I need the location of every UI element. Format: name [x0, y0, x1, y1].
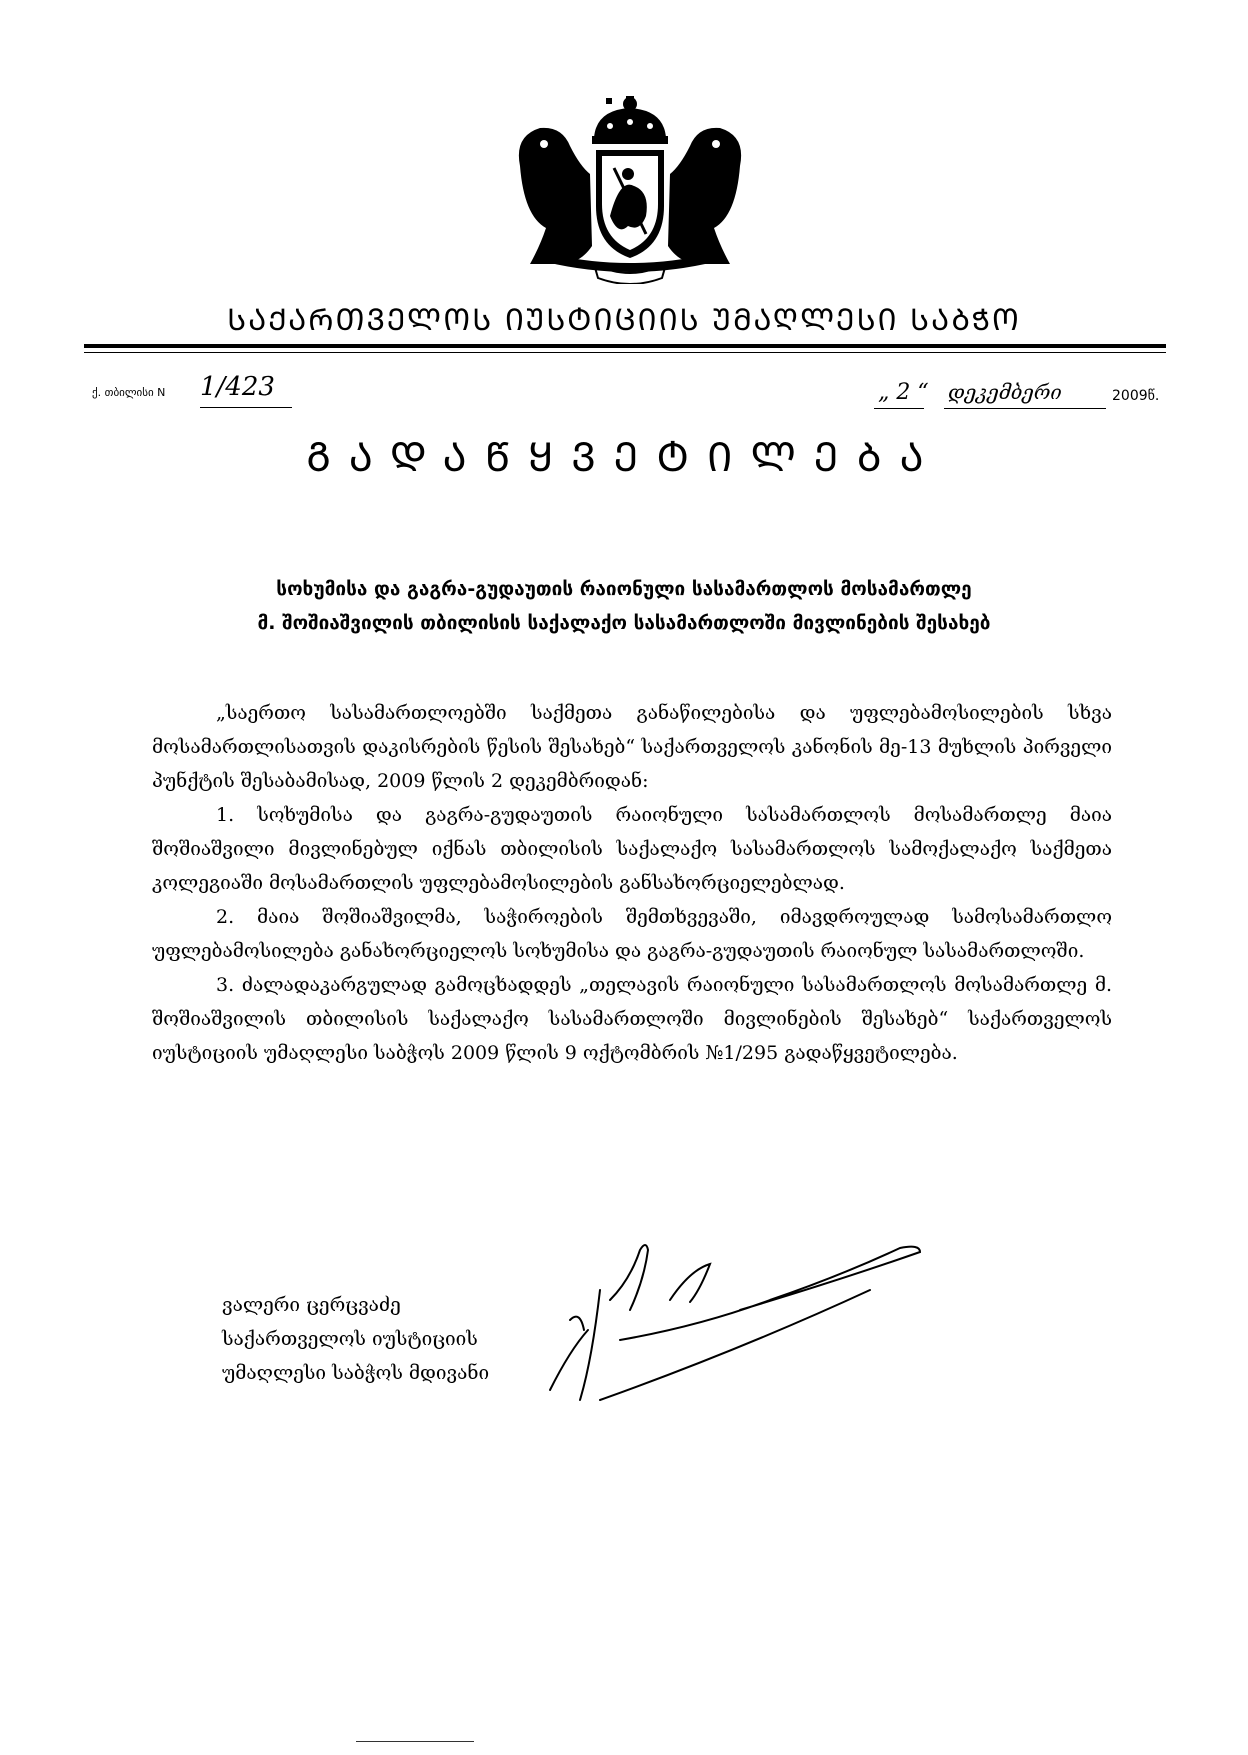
body-point-3: 3. ძალადაკარგულად გამოცხადდეს „თელავის რაიონული სასამართლოს მოსამართლე მ. შოშიაშვილის თბილისის საქალაქო სასამართლოში მივლინების შესახებ“ საქართველოს იუსტიციის უმაღლესი საბჭოს 2009 წლის 9 ოქტომბრის №1/295 გადაწყვეტილება. [152, 974, 1112, 1064]
signer-title-line-2: უმაღლესი საბჭოს მდივანი [222, 1362, 490, 1384]
subject-line-1: სოხუმისა და გაგრა-გუდაუთის რაიონული სასამართლოს მოსამართლე [276, 578, 972, 600]
date-month: დეკემბერი [948, 380, 1062, 404]
date-underline-day [874, 408, 924, 409]
body-point-1: 1. სოხუმისა და გაგრა-გუდაუთის რაიონული სასამართლოს მოსამართლე მაია შოშიაშვილი მივლინებულ იქნას თბილისის საქალაქო სასამართლოს სამოქალაქო საქმეთა კოლეგიაში მოსამართლის უფლებამოსილების განსახორციელებლად. [152, 804, 1112, 894]
handwritten-signature [540, 1240, 980, 1460]
coat-of-arms-emblem [510, 96, 750, 284]
signer-block [222, 1288, 489, 1390]
header-rule-thick [84, 344, 1166, 348]
body-preamble: „საერთო სასამართლოებში საქმეთა განაწილებისა და უფლებამოსილების სხვა მოსამართლისათვის დაკისრების წესის შესახებ“ საქართველოს კანონის მე-13 მუხლის პირველი პუნქტის შესაბამისად, 2009 წლის 2 დეკემბრიდან: [152, 702, 1112, 792]
document-type-heading: ᲒᲐᲓᲐᲬᲧᲕᲔᲢᲘᲚᲔᲑᲐ [306, 435, 942, 481]
header-rule-thin [84, 352, 1166, 353]
decision-subject [0, 572, 1248, 640]
footer-line [356, 1741, 474, 1742]
registration-label: ქ. თბილისი N [92, 386, 166, 399]
council-title: ᲡᲐᲥᲐᲠᲗᲕᲔᲚᲝᲡ ᲘᲣᲡᲢᲘᲪᲘᲘᲡ ᲣᲛᲐᲦᲚᲔᲡᲘ ᲡᲐᲑᲭᲝ [227, 303, 1021, 338]
date-day: „ 2 “ [878, 380, 929, 405]
registration-underline [200, 407, 292, 408]
registration-number: 1/423 [200, 372, 275, 402]
subject-line-2: მ. შოშიაშვილის თბილისის საქალაქო სასამართლოში მივლინების შესახებ [257, 612, 991, 634]
decision-body [152, 696, 1112, 1070]
date-year: 2009წ. [1112, 388, 1160, 404]
signer-title-line-1: საქართველოს იუსტიციის [222, 1328, 478, 1350]
body-point-2: 2. მაია შოშიაშვილმა, საჭიროების შემთხვევაში, იმავდროულად სამოსამართლო უფლებამოსილება განახორციელოს სოხუმისა და გაგრა-გუდაუთის რაიონულ სასამართლოში. [152, 906, 1112, 962]
date-underline-month [944, 408, 1106, 409]
signer-name: ვალერი ცერცვაძე [222, 1294, 401, 1316]
